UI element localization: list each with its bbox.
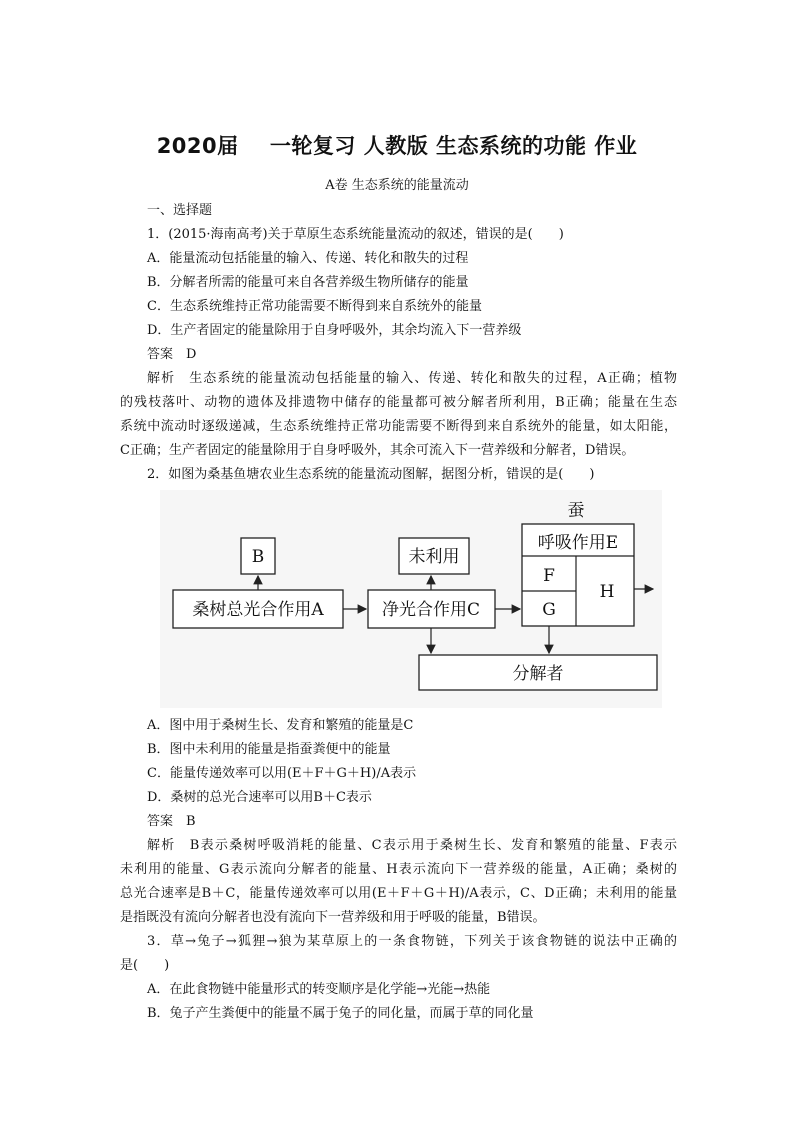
question-1-answer: 答案 D: [147, 347, 197, 362]
question-2-option-c: C．能量传递效率可以用(E＋F＋G＋H)/A表示: [147, 766, 417, 781]
silkworm-label: 蚕: [567, 501, 585, 521]
question-1-analysis-line: C正确；生产者固定的能量除用于自身呼吸外，其余可流入下一营养级和分解者，D错误。: [120, 443, 635, 458]
question-2-option-a: A．图中用于桑树生长、发育和繁殖的能量是C: [147, 718, 414, 733]
h-label: H: [599, 582, 615, 602]
question-1-option-d: D．生产者固定的能量除用于自身呼吸外，其余均流入下一营养级: [147, 323, 522, 338]
question-3-stem-continued: 是( ): [120, 958, 170, 973]
question-2-stem: 2．如图为桑基鱼塘农业生态系统的能量流动图解，据图分析，错误的是( ): [147, 467, 595, 482]
net-photosynthesis-label: 净光合作用C: [381, 600, 481, 620]
decomposer-label: 分解者: [512, 664, 564, 684]
question-3-stem: 3．草→兔子→狐狸→狼为某草原上的一条食物链，下列关于该食物链的说法中正确的: [147, 934, 677, 949]
unused-label: 未利用: [408, 547, 460, 567]
document-title: 2020届 一轮复习 人教版 生态系统的功能 作业: [156, 134, 638, 158]
mulberry-label: 桑树总光合作用A: [192, 600, 324, 620]
question-1-option-a: A．能量流动包括能量的输入、传递、转化和散失的过程: [147, 251, 469, 266]
energy-flow-diagram: [160, 490, 662, 708]
question-2-option-d: D．桑树的总光合速率可以用B＋C表示: [147, 790, 372, 805]
b-label: B: [251, 547, 265, 567]
section-heading: A卷 生态系统的能量流动: [325, 178, 469, 193]
question-1-stem: 1．(2015·海南高考)关于草原生态系统能量流动的叙述，错误的是( ): [147, 227, 564, 242]
part-heading: 一、选择题: [147, 203, 213, 218]
f-label: F: [543, 566, 555, 586]
question-2-option-b: B．图中未利用的能量是指蚕粪便中的能量: [147, 742, 391, 757]
question-3-option-a: A．在此食物链中能量形式的转变顺序是化学能→光能→热能: [147, 982, 491, 997]
g-label: G: [542, 600, 556, 620]
respiration-e-label: 呼吸作用E: [537, 533, 619, 553]
question-1-option-b: B．分解者所需的能量可来自各营养级生物所储存的能量: [147, 275, 469, 290]
question-2-analysis-line: 是指既没有流向分解者也没有流向下一营养级和用于呼吸的能量，B错误。: [120, 910, 546, 925]
question-1-analysis-line: 系统中流动时逐级递减，生态系统维持正常功能需要不断得到来自系统外的能量，如太阳能，: [120, 419, 677, 434]
question-1-analysis-line: 的残枝落叶、动物的遗体及排遗物中储存的能量都可被分解者所利用，B正确；能量在生态: [120, 395, 677, 410]
question-2-analysis-line: 总光合速率是B＋C，能量传递效率可以用(E＋F＋G＋H)/A表示，C、D正确；未利用的能量: [120, 886, 677, 901]
question-2-analysis-line: 解析 B表示桑树呼吸消耗的能量、C表示用于桑树生长、发育和繁殖的能量、F表示: [147, 838, 677, 853]
question-2-analysis-line: 未利用的能量、G表示流向分解者的能量、H表示流向下一营养级的能量，A正确；桑树的: [120, 862, 677, 877]
question-3-option-b: B．兔子产生粪便中的能量不属于兔子的同化量，而属于草的同化量: [147, 1006, 534, 1021]
question-2-answer: 答案 B: [147, 814, 196, 829]
question-1-analysis-line: 解析 生态系统的能量流动包括能量的输入、传递、转化和散失的过程，A正确；植物: [147, 371, 677, 386]
question-1-option-c: C．生态系统维持正常功能需要不断得到来自系统外的能量: [147, 299, 482, 314]
